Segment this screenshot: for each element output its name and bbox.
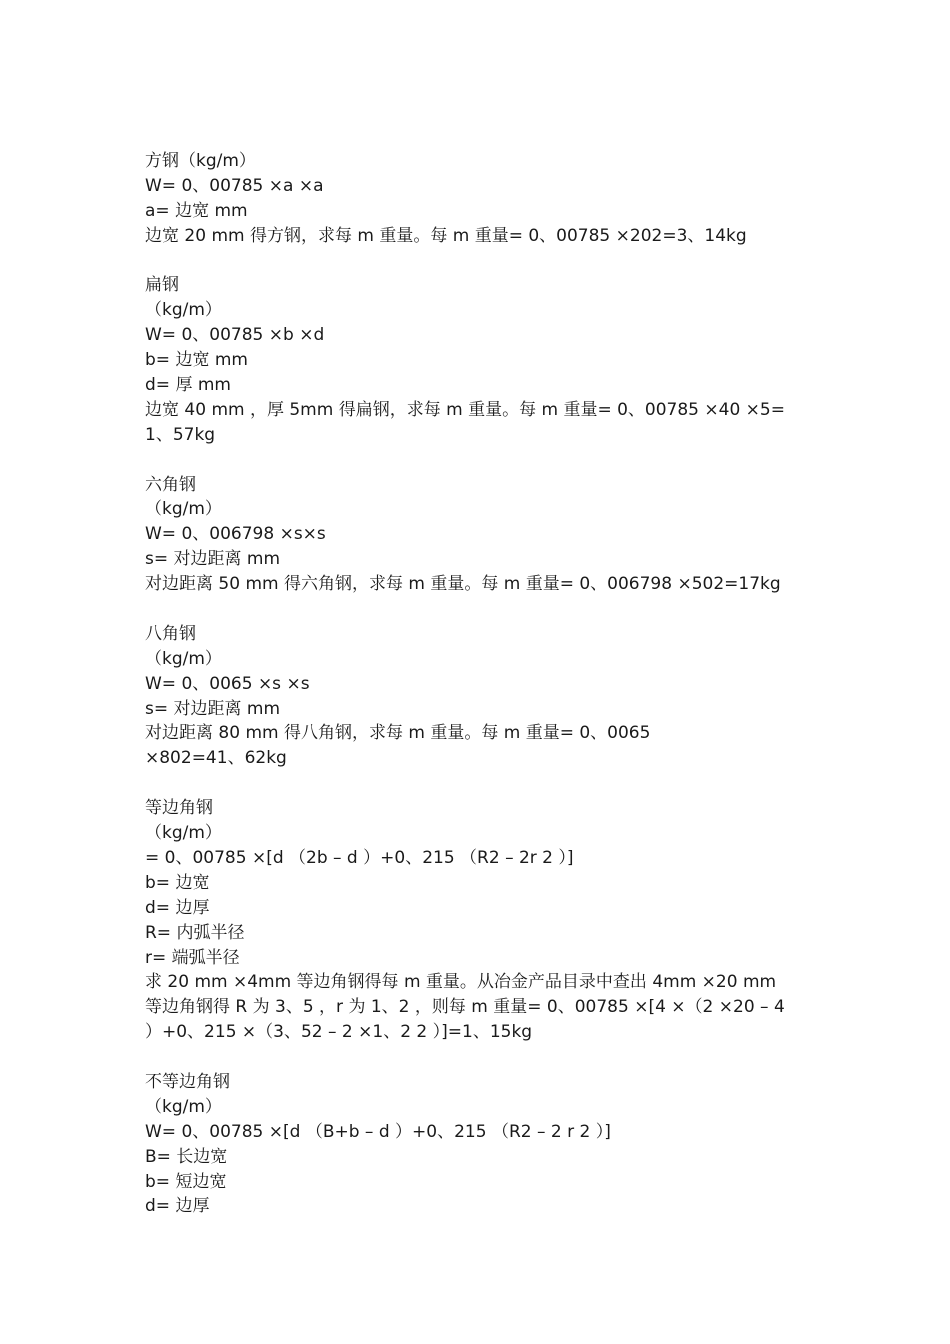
example-line: 求 20 mm ×4mm 等边角钢得每 m 重量。从冶金产品目录中查出 4mm ×20 mm <box>145 972 777 993</box>
variable-line: s= 对边距离 mm <box>145 698 281 719</box>
variable-line: b= 短边宽 <box>145 1171 227 1192</box>
section-title: 八角钢 <box>145 623 196 644</box>
section-equal-angle-steel <box>145 796 825 1045</box>
section-flat-steel <box>145 273 825 447</box>
section-title: 方钢（kg/m） <box>145 151 256 171</box>
formula-line: = 0、00785 ×[d （2b – d ）+0、215 （R2 – 2r 2 ）] <box>145 847 574 868</box>
example-line: 对边距离 80 mm 得八角钢，求每 m 重量。每 m 重量= 0、0065 <box>145 723 651 744</box>
section-title: 六角钢 <box>145 474 196 495</box>
example-line: 1、57kg <box>145 424 216 445</box>
example-line: ）+0、215 ×（3、52 – 2 ×1、2 2 ）]=1、15kg <box>145 1022 533 1043</box>
formula-line: W= 0、006798 ×s×s <box>145 524 326 545</box>
section-title: 扁钢 <box>145 275 179 296</box>
formula-line: W= 0、00785 ×b ×d <box>145 325 325 346</box>
unit-line: （kg/m） <box>145 823 222 844</box>
section-square-steel <box>145 149 825 249</box>
example-line: 边宽 20 mm 得方钢，求每 m 重量。每 m 重量= 0、00785 ×202=3、14kg <box>145 225 747 246</box>
variable-line: d= 厚 mm <box>145 375 231 396</box>
example-line: 边宽 40 mm ，厚 5mm 得扁钢，求每 m 重量。每 m 重量= 0、00785 ×40 ×5= <box>145 399 785 420</box>
unit-line: （kg/m） <box>145 499 222 520</box>
formula-line: W= 0、00785 ×[d （B+b – d ）+0、215 （R2 – 2 r 2 ）] <box>145 1121 611 1142</box>
unit-line: （kg/m） <box>145 300 222 321</box>
variable-line: a= 边宽 mm <box>145 200 248 221</box>
variable-line: R= 内弧半径 <box>145 922 245 943</box>
section-octagon-steel <box>145 622 825 771</box>
example-line: 等边角钢得 R 为 3、5 ，r 为 1、2 ，则每 m 重量= 0、00785 ×[4 ×（2 ×20 – 4 <box>145 997 785 1018</box>
section-title: 不等边角钢 <box>145 1071 230 1092</box>
formula-line: W= 0、0065 ×s ×s <box>145 673 310 694</box>
variable-line: d= 边厚 <box>145 1196 210 1217</box>
section-unequal-angle-steel <box>145 1070 825 1219</box>
variable-line: r= 端弧半径 <box>145 947 240 968</box>
variable-line: s= 对边距离 mm <box>145 549 281 570</box>
unit-line: （kg/m） <box>145 1096 222 1117</box>
document-page <box>145 149 825 1244</box>
example-line: ×802=41、62kg <box>145 748 287 769</box>
example-line: 对边距离 50 mm 得六角钢，求每 m 重量。每 m 重量= 0、006798 ×502=17kg <box>145 574 781 595</box>
variable-line: B= 长边宽 <box>145 1146 228 1167</box>
variable-line: b= 边宽 <box>145 872 210 893</box>
variable-line: d= 边厚 <box>145 897 210 918</box>
section-title: 等边角钢 <box>145 798 213 819</box>
formula-line: W= 0、00785 ×a ×a <box>145 175 324 196</box>
variable-line: b= 边宽 mm <box>145 350 248 371</box>
section-hexagon-steel <box>145 473 825 597</box>
unit-line: （kg/m） <box>145 648 222 669</box>
